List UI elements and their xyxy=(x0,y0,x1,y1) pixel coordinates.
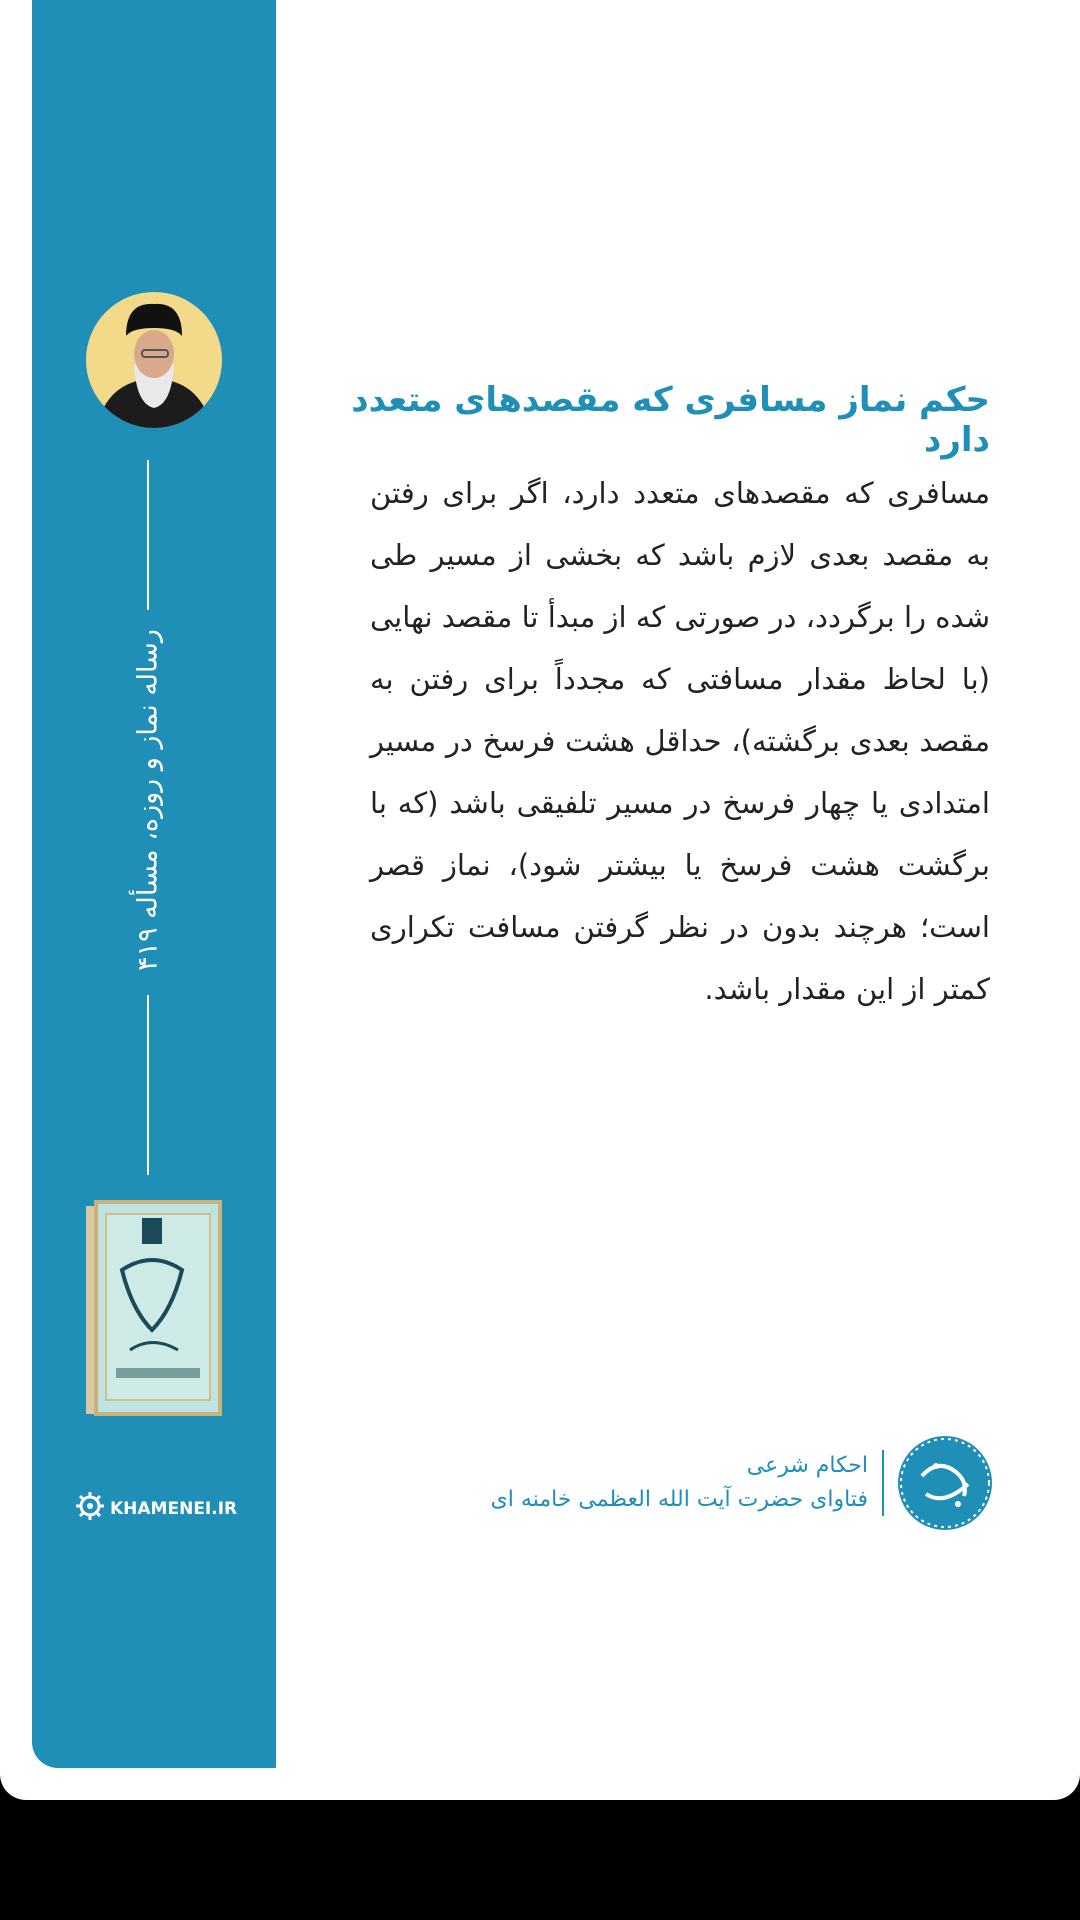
khamenei-logo xyxy=(74,1490,237,1527)
post-body: مسافری که مقصدهای متعدد دارد، اگر برای رفتن به مقصد بعدی لازم باشد که بخشی از مسیر طی شده را برگردد، در صورتی که از مبدأ تا مقصد نهایی (با لحاظ مقدار مسافتی که مجدداً برای رفتن به مقصد بعدی برگشته)، حداقل هشت فرسخ در مسیر امتدادی یا چهار فرسخ در مسیر تلفیقی باشد (که با برگشت هشت فرسخ یا بیشتر شود)، نماز قصر است؛ هرچند بدون در نظر گرفتن مسافت تکراری کمتر از این مقدار باشد. xyxy=(370,476,990,1006)
book-cover-image xyxy=(82,1200,224,1418)
khamenei-logo-text: KHAMENEI.IR xyxy=(110,1498,238,1519)
footer-text xyxy=(491,1449,868,1517)
footer-branding xyxy=(491,1436,992,1530)
khamenei-logo-icon xyxy=(74,1490,106,1527)
source-caption: رساله نماز و روزه، مسأله ۴۱۹ xyxy=(132,629,164,971)
ahkam-emblem-icon xyxy=(898,1436,992,1530)
footer-divider xyxy=(882,1450,884,1516)
footer-line-1: احکام شرعی xyxy=(746,1453,868,1478)
sidebar-panel xyxy=(32,0,276,1768)
footer-line-2: فتاوای حضرت آیت الله العظمی خامنه ای xyxy=(490,1487,868,1512)
portrait-image xyxy=(86,292,222,428)
divider-line-bottom xyxy=(147,995,149,1175)
post-title: حکم نماز مسافری که مقصدهای متعدد دارد xyxy=(351,380,990,460)
divider-line-top xyxy=(147,460,149,610)
